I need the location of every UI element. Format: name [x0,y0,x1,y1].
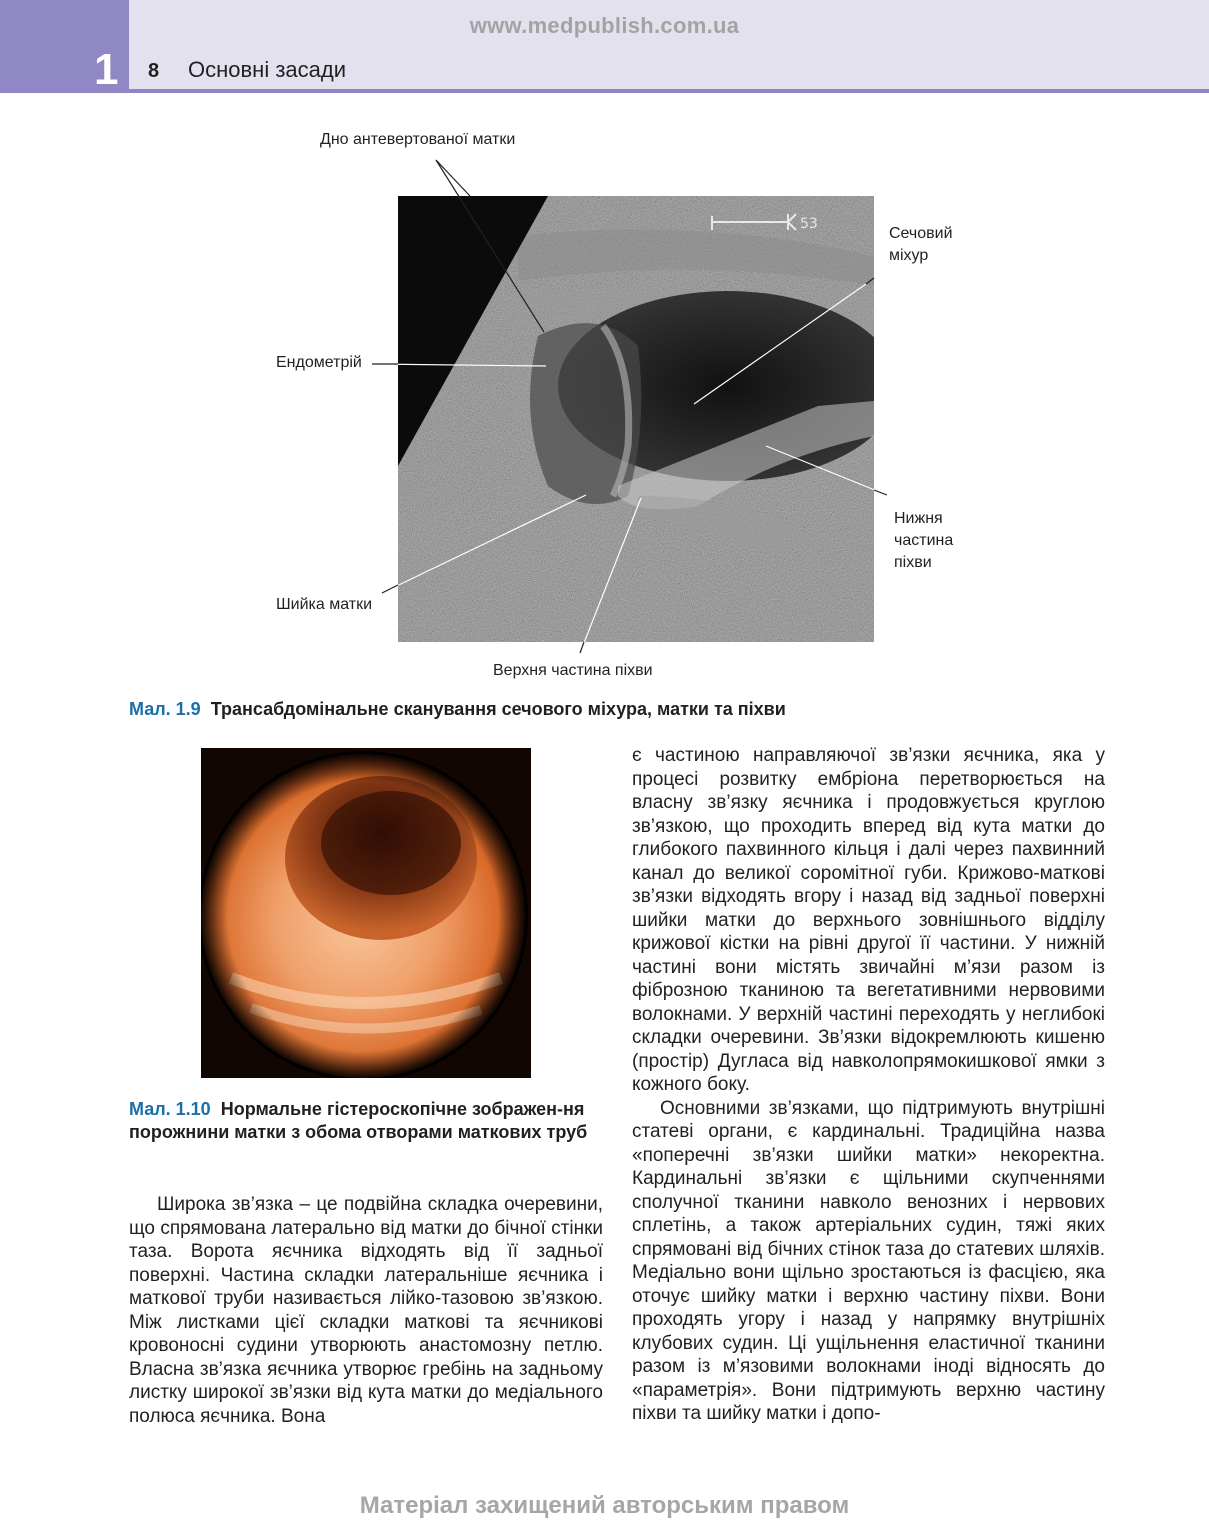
figure-1-9-caption-text: Трансабдомінальне сканування сечового міхура, матки та піхви [210,699,786,719]
left-text-column [129,1193,603,1428]
label-bladder-line1: Сечовий [889,225,953,242]
left-paragraph-1: Широка зв’язка – це подвійна складка очеревини, що спрямована латерально від матки до бічної стінки таза. Ворота яєчника відходять від її задньої поверхні. Частина складки латеральніше яєчника і маткової труби називається лійко-тазовою зв’язкою. Між листками цієї складки маткові та яєчникові кровоносні судини утворюють анастомозну петлю. Власна зв’язка яєчника утворює гребінь на задньому листку широкої зв’язки від кута матки до медіального полюса яєчника. Вона [129,1194,603,1427]
ultrasound-image [398,196,874,642]
copyright-watermark: Матеріал захищений авторським правом [359,1492,850,1519]
site-watermark: www.medpublish.com.ua [469,13,740,38]
right-paragraph-1: є частиною направляючої зв’язки яєчника, яка у процесі розвитку ембріона перетворюється на власну зв’язку яєчника і продовжується круглою зв’язкою, що проходить вперед від кута матки до глибокого пахвинного кільця і далі через пахвинний канал до великої соромітної губи. Крижово-маткові зв’язки відходять вгору і назад від задньої поверхні шийки матки до верхнього зовнішнього відділу крижової кістки на рівні другої її частини. У нижній частині вони містять звичайні м’язи разом із фіброзною тканиною та вегетативними нервовими волокнами. У верхній частині переходять у неглибокі складки очеревини. Зв’язки відокремлюють кишеню (простір) Дугласа від навколопрямокишкової ямки з кожного боку. [632,745,1105,1095]
right-text-column [632,744,1105,1426]
page-number: 8 [148,60,160,82]
figure-1-9-number: Мал. 1.9 [129,699,201,719]
scale-marker-label: 53 [800,216,818,232]
label-lower-vagina-line3: піхви [894,554,932,571]
label-lower-vagina-line1: Нижня [894,510,943,527]
figure-1-9-caption [129,698,1089,721]
label-fundus: Дно антевертованої матки [320,131,516,148]
running-head-title: Основні засади [188,57,347,82]
figure-1-10-number: Мал. 1.10 [129,1099,211,1119]
label-lower-vagina-line2: частина [894,532,954,549]
hysteroscopy-image [201,748,531,1078]
figure-1-10-caption-text: Нормальне гістероскопічне зображен-ня порожнини матки з обома отворами маткових труб [129,1099,588,1142]
label-upper-vagina: Верхня частина піхви [493,662,653,679]
label-bladder-line2: міхур [889,247,929,264]
label-cervix: Шийка матки [276,596,373,613]
figure-1-10-caption [129,1098,603,1144]
chapter-number: 1 [94,45,119,94]
right-paragraph-2: Основними зв’язками, що підтримують внутрішні статеві органи, є кардинальні. Традиційна назва «поперечні зв’язки шийки матки» некоректна. Кардинальні зв’язки є щільними скупченнями сполучної тканини навколо венозних і нервових сплетінь, а також артеріальних судин, тяжі яких спрямовані від бічних стінок таза до статевих шляхів. Медіально вони щільно зростаються із фасцією, яка оточує шийку матки і верхню частину піхви. Вони проходять угору і назад у напрямку внутрішніх клубових судин. Ці ущільнення еластичної тканини разом із м’язовими волокнами іноді відносять до «параметрія». Вони підтримують верхню частину піхви та шийку матки і допо- [632,1097,1105,1424]
label-endometrium: Ендометрій [276,354,362,371]
